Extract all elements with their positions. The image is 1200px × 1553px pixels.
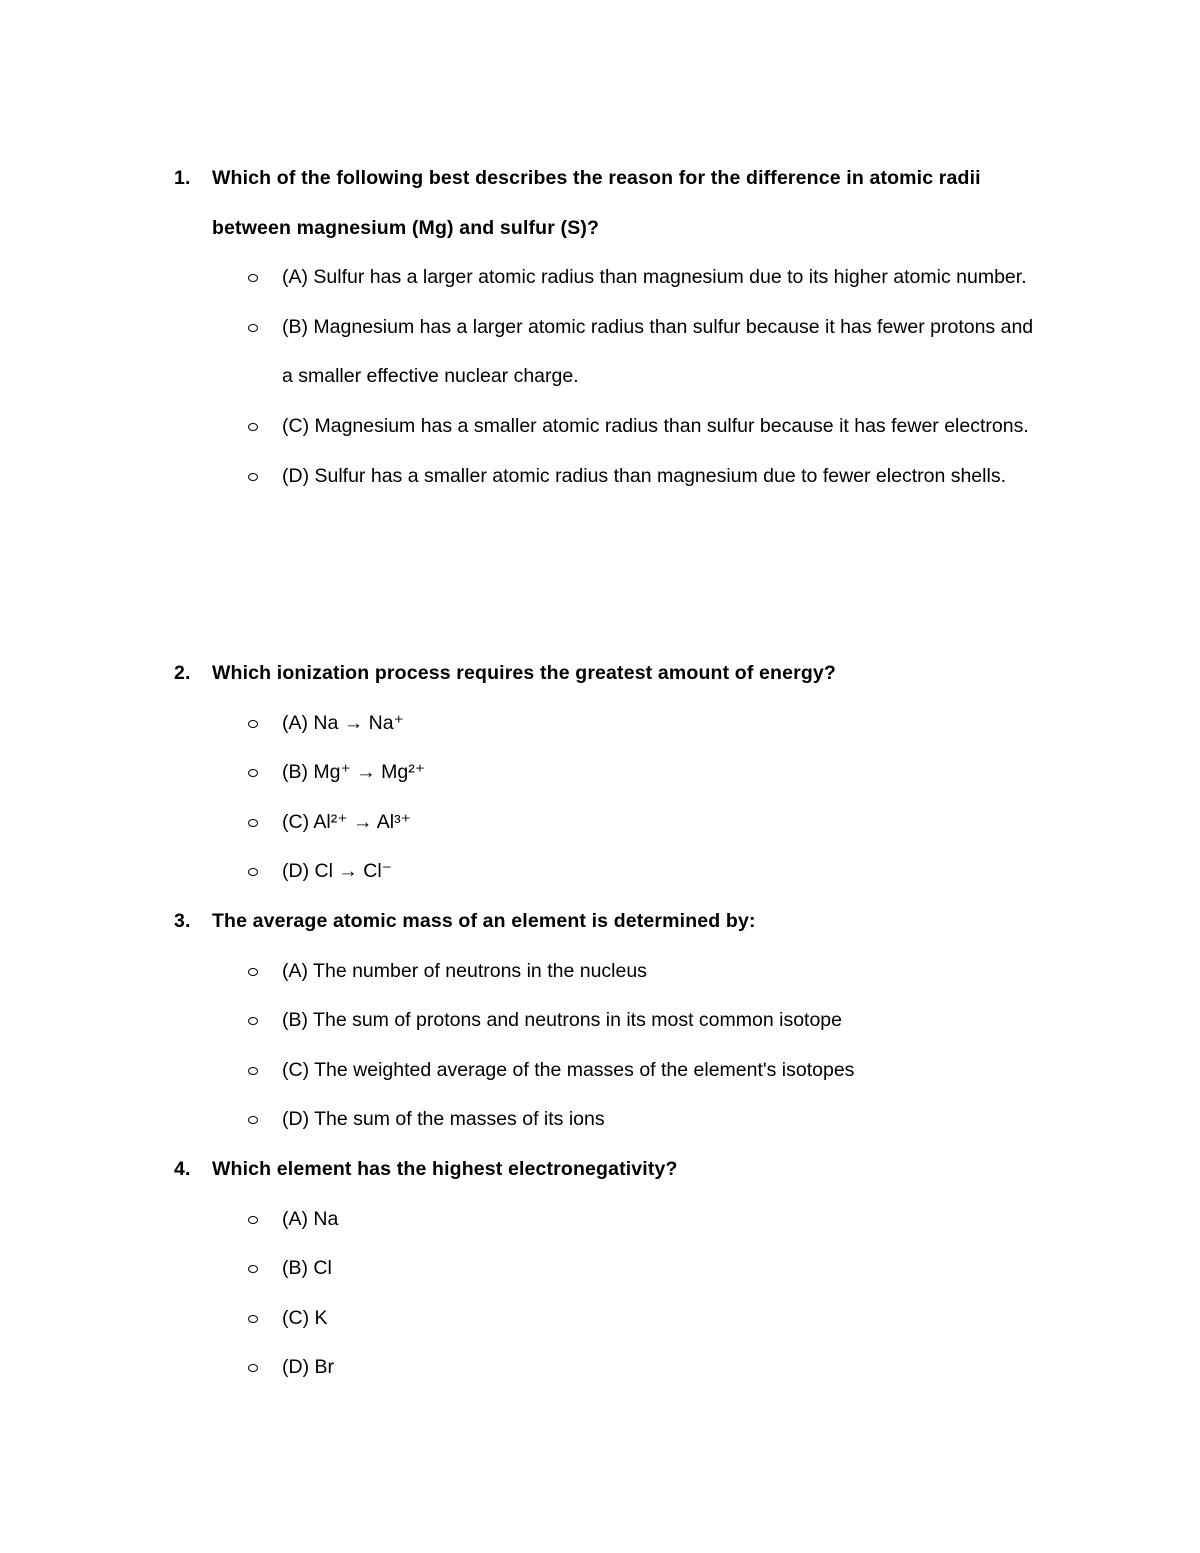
option-text: (D) Sulfur has a smaller atomic radius than magnesium due to fewer electron shells. bbox=[282, 464, 1006, 487]
question-text: Which of the following best describes the reason for the difference in atomic radii between magnesium (Mg) and sulfur (S)? bbox=[212, 167, 981, 239]
option-c bbox=[282, 798, 1042, 848]
option-text: (B) Mg⁺ → Mg²⁺ bbox=[282, 761, 426, 784]
question-text: Which ionization process requires the greatest amount of energy? bbox=[212, 662, 836, 684]
hollow-bullet-icon bbox=[248, 452, 260, 502]
option-b bbox=[282, 996, 1042, 1046]
hollow-bullet-icon bbox=[248, 748, 260, 798]
hollow-bullet-icon bbox=[248, 1343, 260, 1393]
question-number: 2. bbox=[174, 662, 191, 684]
hollow-bullet-icon bbox=[248, 1244, 260, 1294]
option-text: (A) Sulfur has a larger atomic radius than magnesium due to its higher atomic number. bbox=[282, 266, 1027, 289]
hollow-bullet-icon bbox=[248, 699, 260, 749]
option-text: (A) Na bbox=[282, 1207, 339, 1230]
question-1 bbox=[174, 154, 1074, 501]
option-a bbox=[282, 253, 1042, 303]
option-text: (C) Al²⁺ → Al³⁺ bbox=[282, 810, 411, 833]
question-text: The average atomic mass of an element is determined by: bbox=[212, 910, 756, 932]
option-text: (B) The sum of protons and neutrons in its most common isotope bbox=[282, 1009, 842, 1032]
option-a bbox=[282, 699, 1042, 749]
hollow-bullet-icon bbox=[248, 947, 260, 997]
option-text: (C) The weighted average of the masses of the element's isotopes bbox=[282, 1058, 855, 1081]
hollow-bullet-icon bbox=[248, 1195, 260, 1245]
question-3 bbox=[174, 897, 1074, 1145]
option-d bbox=[282, 1343, 1042, 1393]
question-4-heading bbox=[174, 1145, 1074, 1195]
option-text: (C) K bbox=[282, 1306, 328, 1329]
option-text: (D) The sum of the masses of its ions bbox=[282, 1108, 605, 1131]
option-d bbox=[282, 847, 1042, 897]
question-2-heading bbox=[174, 649, 1074, 699]
option-text: (D) Br bbox=[282, 1356, 334, 1379]
option-a bbox=[282, 1195, 1042, 1245]
option-c bbox=[282, 1294, 1042, 1344]
hollow-bullet-icon bbox=[248, 303, 260, 353]
question-number: 1. bbox=[174, 167, 191, 189]
hollow-bullet-icon bbox=[248, 847, 260, 897]
question-text: Which element has the highest electronegativity? bbox=[212, 1158, 678, 1180]
question-number: 3. bbox=[174, 910, 191, 932]
option-text: (B) Magnesium has a larger atomic radius than sulfur because it has fewer protons and a smaller effective nuclear charge. bbox=[282, 315, 1034, 388]
hollow-bullet-icon bbox=[248, 1095, 260, 1145]
question-3-heading bbox=[174, 897, 1074, 947]
option-b bbox=[282, 748, 1042, 798]
hollow-bullet-icon bbox=[248, 1294, 260, 1344]
hollow-bullet-icon bbox=[248, 996, 260, 1046]
question-1-heading bbox=[174, 154, 1074, 253]
option-text: (D) Cl → Cl⁻ bbox=[282, 860, 392, 883]
option-c bbox=[282, 1046, 1042, 1096]
option-text: (C) Magnesium has a smaller atomic radius than sulfur because it has fewer electrons. bbox=[282, 414, 1029, 437]
option-text: (A) The number of neutrons in the nucleus bbox=[282, 959, 647, 982]
hollow-bullet-icon bbox=[248, 402, 260, 452]
hollow-bullet-icon bbox=[248, 798, 260, 848]
option-text: (A) Na → Na⁺ bbox=[282, 711, 404, 734]
option-b bbox=[282, 1244, 1042, 1294]
hollow-bullet-icon bbox=[248, 1046, 260, 1096]
option-d bbox=[282, 1095, 1042, 1145]
option-text: (B) Cl bbox=[282, 1257, 332, 1280]
question-4 bbox=[174, 1145, 1074, 1393]
question-2 bbox=[174, 649, 1074, 897]
option-b bbox=[282, 303, 1042, 402]
option-c bbox=[282, 402, 1042, 452]
option-a bbox=[282, 947, 1042, 997]
question-number: 4. bbox=[174, 1158, 191, 1180]
hollow-bullet-icon bbox=[248, 253, 260, 303]
option-d bbox=[282, 452, 1042, 502]
